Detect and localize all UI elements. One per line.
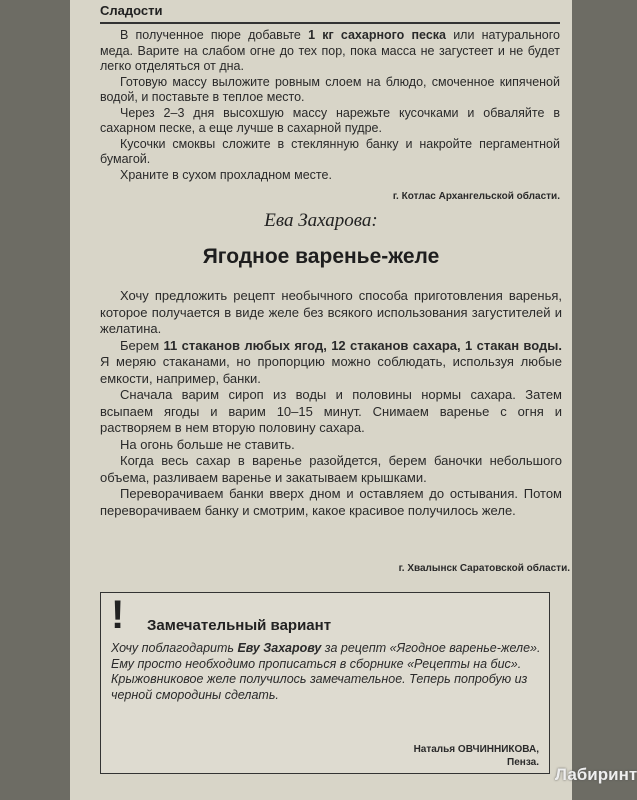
exclamation-icon: ! bbox=[111, 593, 125, 637]
page-header bbox=[100, 2, 560, 24]
paragraph: В полученное пюре добавьте 1 кг сахарного песка или натурального меда. Варите на слабом огне до тех пор, пока масса не загустеет и не будет легко отделяться от дна. bbox=[100, 28, 561, 73]
ingredients: 11 стаканов любых ягод, 12 стаканов сахара, 1 стакан воды. bbox=[163, 337, 562, 353]
paragraph: Хочу поблагодарить Еву Захарову за рецепт «Ягодное варенье-желе». Ему просто необходимо прописаться в сборнике «Рецепты на бис». bbox=[111, 641, 541, 671]
paragraph: Крыжовниковое желе получилось замечательное. Теперь попробую из черной смородины сделать. bbox=[111, 672, 528, 702]
note-signature: Наталья ОВЧИННИКОВА, Пенза. bbox=[413, 744, 539, 768]
recipe-body bbox=[100, 288, 562, 519]
recipe-source: г. Котлас Архангельской области. bbox=[392, 191, 560, 202]
note-title: Замечательный вариант bbox=[147, 617, 332, 634]
paragraph: Берем 11 стаканов любых ягод, 12 стаканов сахара, 1 стакан воды. Я меряю стаканами, но пропорцию можно соблюдать, используя любые емкости, например, банки. bbox=[100, 337, 562, 386]
paragraph: На огонь больше не ставить. bbox=[120, 436, 295, 452]
section-title: Сладости bbox=[100, 3, 163, 18]
reader-note-box bbox=[100, 592, 550, 774]
paragraph: Кусочки смоквы сложите в стеклянную банку и накройте пергаментной бумагой. bbox=[100, 136, 560, 166]
book-page bbox=[70, 0, 637, 800]
paragraph: Когда весь сахар в варенье разойдется, берем баночки небольшого объема, разливаем варенье и закатываем крышками. bbox=[100, 453, 562, 485]
paragraph: Сначала варим сироп из воды и половины нормы сахара. Затем всыпаем ягоды и варим 10–15 минут. Снимаем варенье с огня и растворяем в нем вторую половину сахара. bbox=[100, 387, 562, 435]
author-name: Ева Захарова: bbox=[264, 210, 378, 231]
recipe-source: г. Хвалынск Саратовской области. bbox=[398, 563, 570, 574]
watermark-logo: Лабиринт bbox=[555, 765, 637, 784]
recipe-title: Ягодное варенье-желе bbox=[202, 245, 440, 268]
previous-recipe-ending bbox=[100, 28, 560, 205]
paragraph: Хочу предложить рецепт необычного способа приготовления варенья, которое получается в виде желе без всякого использования загустителей и желатина. bbox=[100, 288, 562, 336]
note-text bbox=[111, 641, 541, 703]
paragraph: Готовую массу выложите ровным слоем на блюдо, смоченное кипяченой водой, и поставьте в теплое место. bbox=[100, 74, 560, 104]
paragraph: Через 2–3 дня высохшую массу нарежьте кусочками и обваляйте в сахарном песке, а еще лучше в сахарной пудре. bbox=[100, 105, 560, 135]
paragraph: Переворачиваем банки вверх дном и оставляем до остывания. Потом переворачиваем банку и смотрим, какое красивое получилось желе. bbox=[100, 486, 562, 518]
paragraph: Храните в сухом прохладном месте. bbox=[120, 167, 332, 182]
